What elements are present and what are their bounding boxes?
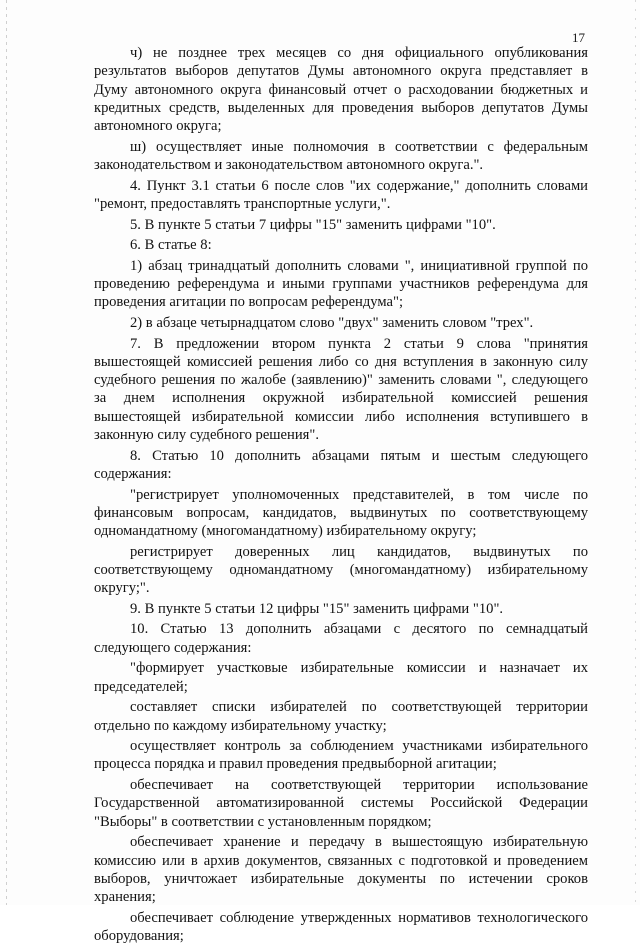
paragraph-item-6: 6. В статье 8:: [130, 237, 212, 254]
scan-edge-left: [6, 0, 7, 905]
paragraph-item-10-b: составляет списки избирателей по соответствующей территории отдельно по каждому избирательному участку;: [94, 699, 588, 734]
paragraph-item-8-b: регистрирует доверенных лиц кандидатов, выдвинутых по соответствующему одномандатному (многомандатному) избирательному округу;".: [94, 543, 588, 597]
document-body: [94, 44, 588, 948]
scan-edge-right: [635, 0, 636, 905]
paragraph-item-10-f: обеспечивает соблюдение утвержденных нормативов технологического оборудования;: [94, 909, 588, 944]
paragraph-item-4: 4. Пункт 3.1 статьи 6 после слов "их содержание," дополнить словами "ремонт, предоставлять транспортные услуги,".: [94, 177, 588, 212]
paragraph-item-10-d: обеспечивает на соответствующей территории использование Государственной автоматизированной системы Российской Федерации "Выборы" в соответствии с установленным порядком;: [94, 777, 588, 830]
paragraph-item-6-2: 2) в абзаце четырнадцатом слово "двух" заменить словом "трех".: [130, 314, 534, 331]
paragraph-item-8: 8. Статью 10 дополнить абзацами пятым и шестым следующего содержания:: [94, 447, 588, 482]
paragraph-ch: ч) не позднее трех месяцев со дня официального опубликования результатов выборов депутатов Думы автономного округа представляет в Думу автономного округа финансовый отчет о расходовании бюджетных и кредитных средств, выделенных для проведения выборов депутатов Думы автономного округа;: [94, 45, 588, 135]
paragraph-item-9: 9. В пункте 5 статьи 12 цифры "15" заменить цифрами "10".: [130, 600, 504, 617]
page-number: 17: [572, 30, 585, 45]
paragraph-item-10-c: осуществляет контроль за соблюдением участниками избирательного процесса порядка и правил проведения предвыборной агитации;: [94, 738, 588, 773]
paragraph-item-10: 10. Статью 13 дополнить абзацами с десятого по семнадцатый следующего содержания:: [94, 621, 588, 656]
paragraph-item-6-1: 1) абзац тринадцатый дополнить словами ", инициативной группой по проведению референдума и иными группами участников референдума для проведения агитации по вопросам референдума";: [94, 257, 588, 311]
paragraph-item-7: 7. В предложении втором пункта 2 статьи 9 слова "принятия вышестоящей комиссией решения либо со дня вступления в законную силу судебного решения по жалобе (заявлению)" заменить словами ", следующего за днем исполнения окружной избирательной комиссией решения вышестоящей избирательной комиссии либо исполнения вступившего в законную силу судебного решения".: [94, 335, 588, 444]
paragraph-sh: ш) осуществляет иные полномочия в соответствии с федеральным законодательством и законодательством автономного округа.".: [94, 138, 588, 174]
paragraph-item-5: 5. В пункте 5 статьи 7 цифры "15" заменить цифрами "10".: [130, 216, 496, 233]
paragraph-item-8-a: "регистрирует уполномоченных представителей, в том числе по финансовым вопросам, кандидатов, выдвинутых по соответствующему одномандатному (многомандатному) избирательному округу;: [94, 486, 588, 540]
paragraph-item-10-e: обеспечивает хранение и передачу в вышестоящую избирательную комиссию или в архив документов, связанных с подготовкой и проведением выборов, уничтожает избирательные документы по истечении сроков хранения;: [94, 834, 588, 906]
paragraph-item-10-a: "формирует участковые избирательные комиссии и назначает их председателей;: [94, 660, 588, 695]
